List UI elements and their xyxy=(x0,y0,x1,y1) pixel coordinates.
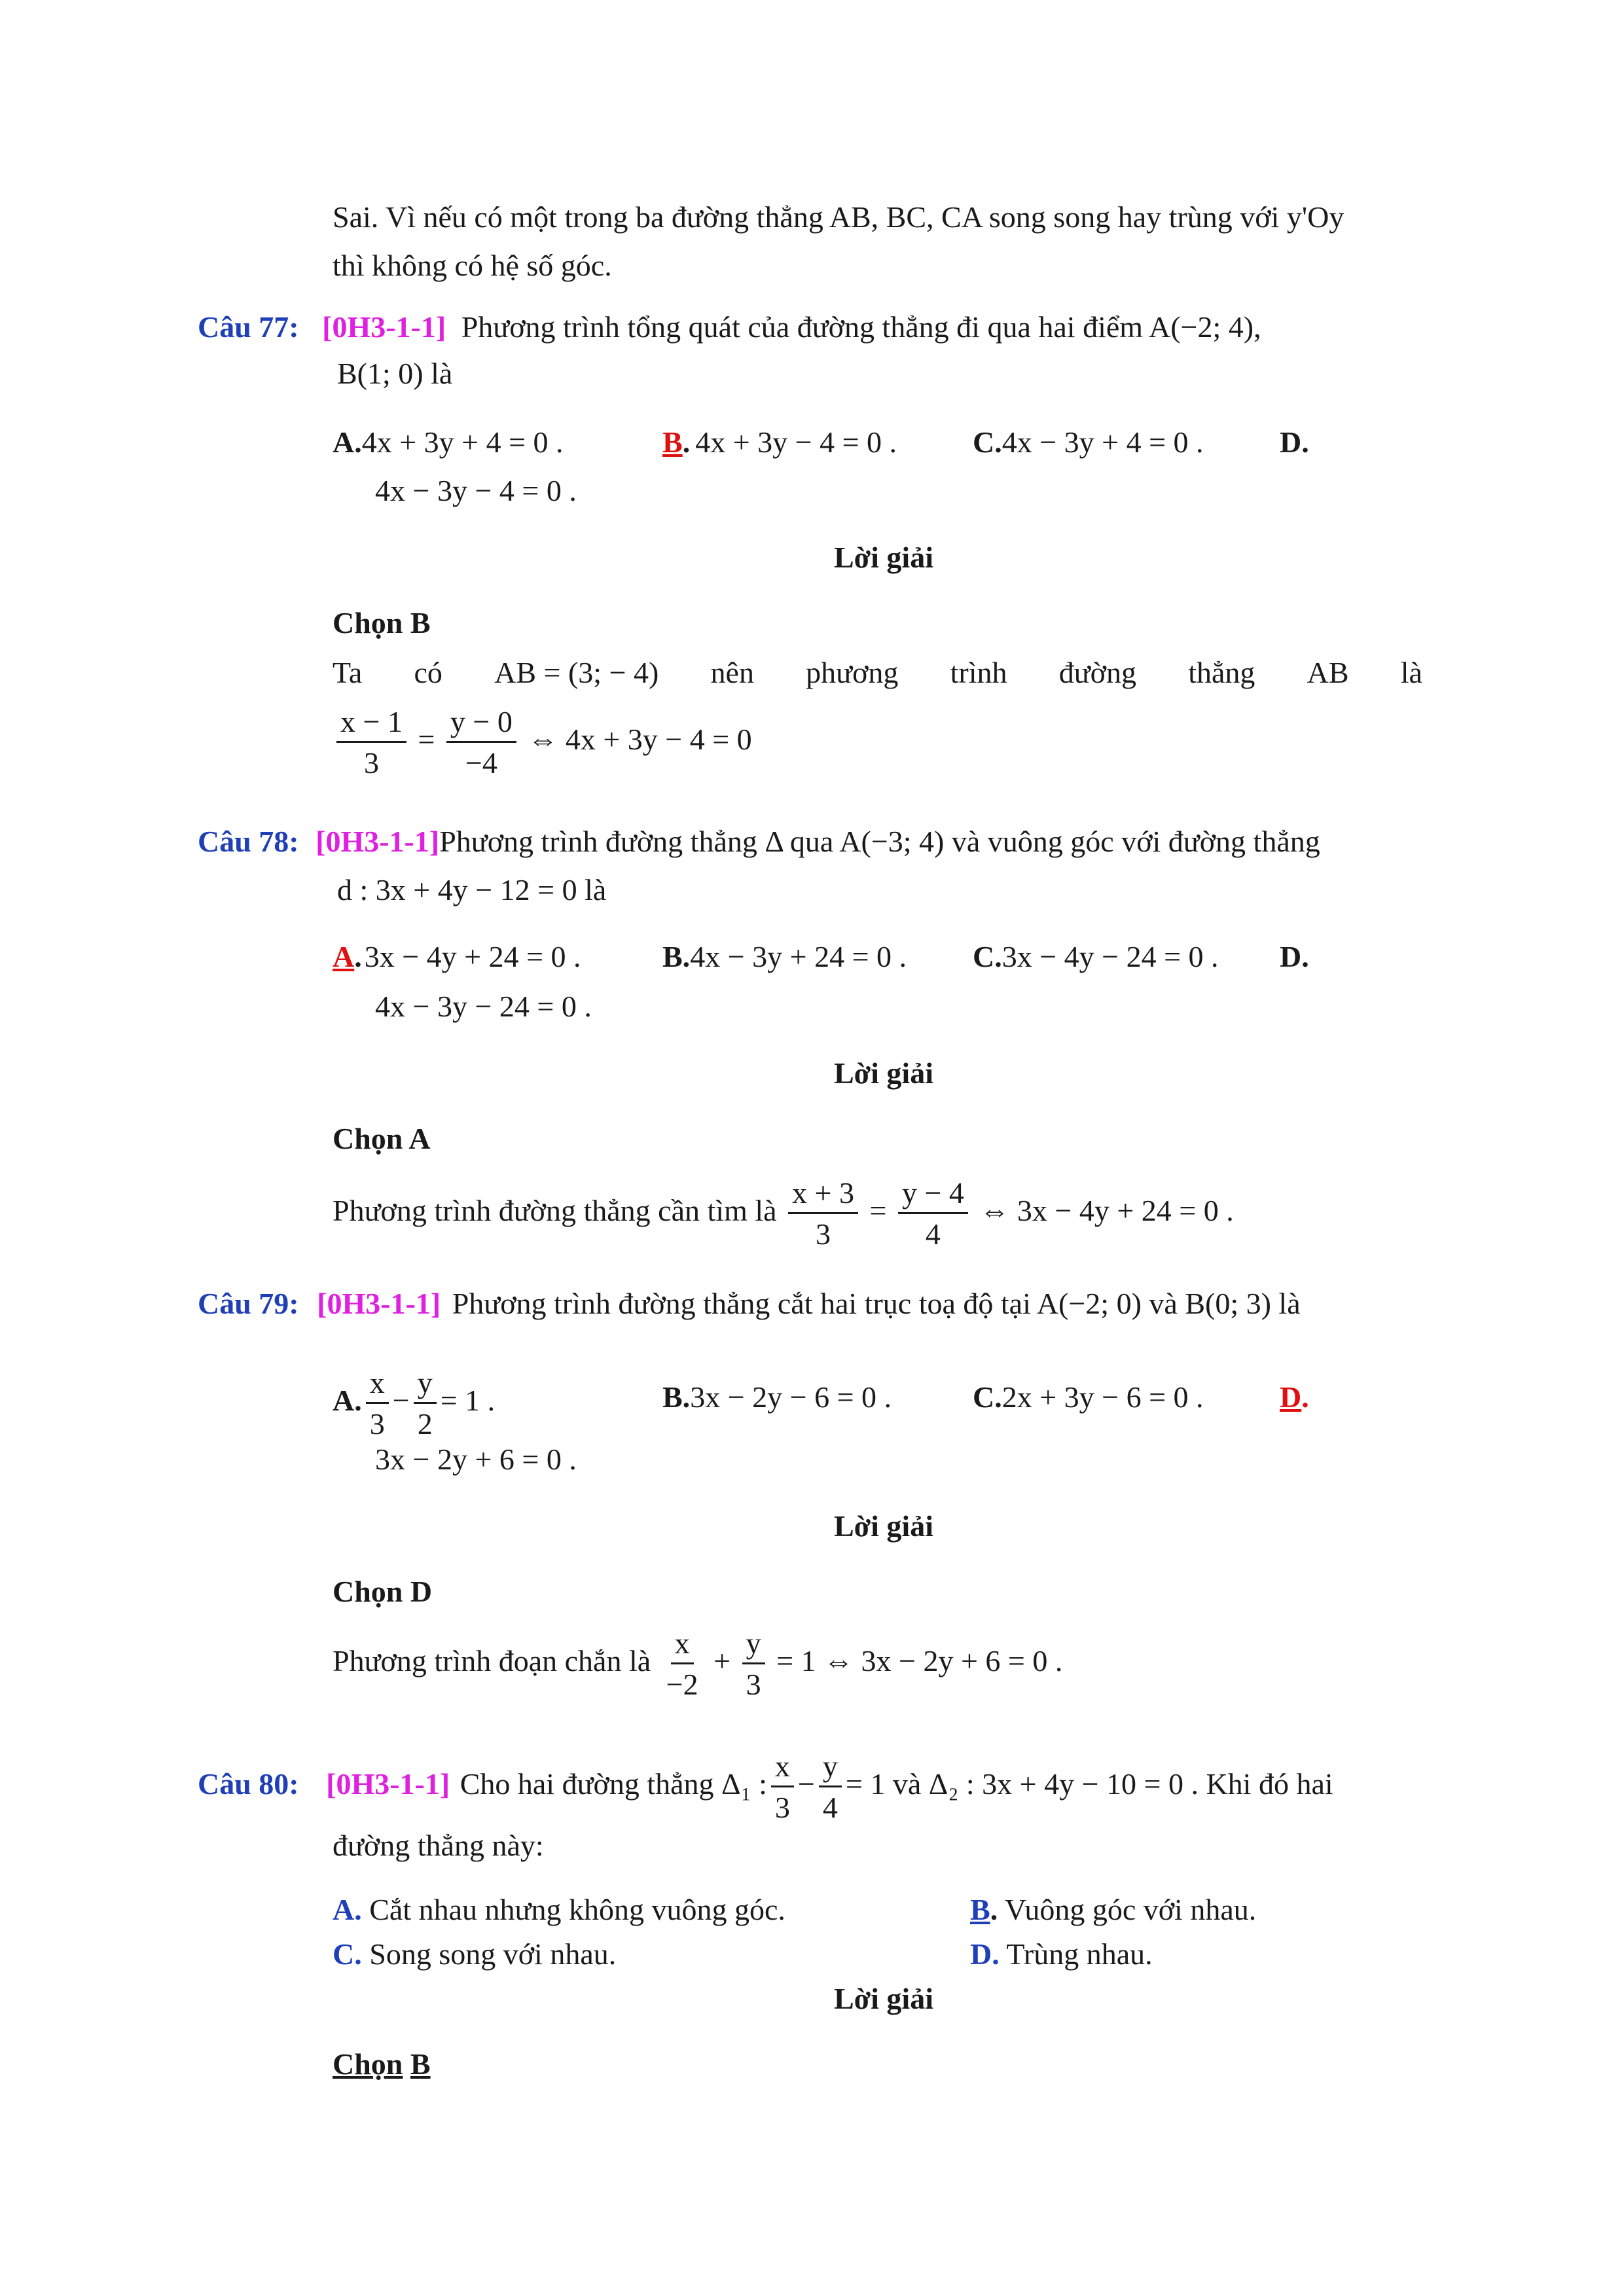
solution-choice: Chọn D xyxy=(333,1575,433,1608)
fraction: $\frac{y - 4}{4}$ xyxy=(898,1178,968,1249)
solution-equation: $\frac{x - 1}{3}$ = $\frac{y - 0}{-4}$ ⇔ 4x + 3y − 4 = 0 xyxy=(333,707,752,778)
solution-equation: Phương trình đường thẳng cần tìm là $\frac{x + 3}{3}$ = $\frac{y - 4}{4}$ ⇔ 3x − 4y + 24 = 0 . xyxy=(333,1176,1234,1251)
fraction: $\frac{x}{-2}$ xyxy=(666,1626,698,1701)
question-79-header xyxy=(198,1284,1301,1323)
solution-equation: Phương trình đoạn chắn là $\frac{x}{-2}$ + $\frac{y}{3}$ = 1 ⇔ 3x − 2y + 6 = 0 . xyxy=(333,1626,1063,1701)
option-c[interactable]: C.4x − 3y + 4 = 0 . xyxy=(973,425,1204,459)
solution-choice: Chọn B xyxy=(333,606,431,639)
fraction: $\frac{y}{4}$ xyxy=(819,1751,842,1823)
option-b[interactable]: B. 4x + 3y − 4 = 0 . xyxy=(662,425,897,459)
option-d-label[interactable]: D. xyxy=(1280,1380,1309,1414)
question-number: Câu 78: xyxy=(198,825,299,858)
question-tag: [0H3-1-1] xyxy=(317,1287,441,1320)
fraction: $\frac{x}{3}$ xyxy=(771,1751,794,1823)
fraction: $\frac{x}{3}$ xyxy=(366,1368,389,1439)
question-tag: [0H3-1-1] xyxy=(326,1767,450,1801)
solution-title: Lời giải xyxy=(834,541,933,574)
solution-choice: Chọn B xyxy=(333,2047,431,2081)
question-text: Phương trình tổng quát của đường thẳng đi qua hai điểm A(−2; 4), xyxy=(461,310,1261,344)
question-79-options-row xyxy=(333,1366,1445,1441)
solution-line: Ta có AB = (3; − 4) nên phương trình đường thẳng AB là xyxy=(333,653,1422,692)
intro-line-2 xyxy=(333,246,612,285)
option-c[interactable]: C.3x − 4y − 24 = 0 . xyxy=(973,940,1219,973)
option-a[interactable]: A. $\frac{x}{3}$ − $\frac{y}{2}$ = 1 . xyxy=(333,1366,496,1441)
fraction: $\frac{y}{2}$ xyxy=(414,1368,437,1439)
question-78-header xyxy=(198,822,1320,861)
question-number: Câu 79: xyxy=(198,1287,299,1320)
intro-text-2: thì không có hệ số góc. xyxy=(333,249,612,282)
option-a[interactable]: A.3x − 4y + 24 = 0 . xyxy=(333,940,581,973)
fraction: $\frac{y}{3}$ xyxy=(742,1628,765,1700)
fraction: $\frac{x + 3}{3}$ xyxy=(788,1178,858,1249)
vector-ab: AB = (3; − 4) xyxy=(494,656,659,689)
option-d[interactable]: D. Trùng nhau. xyxy=(970,1937,1153,1971)
fraction: $\frac{y - 0}{-4}$ xyxy=(446,707,516,778)
option-c[interactable]: C. Song song với nhau. xyxy=(333,1937,617,1971)
question-number: Câu 80: xyxy=(198,1767,299,1801)
question-tag: [0H3-1-1] xyxy=(316,825,440,858)
question-78-line-2: d : 3x + 4y − 12 = 0 là xyxy=(337,873,607,906)
question-text: B(1; 0) là xyxy=(337,357,453,390)
option-d-label[interactable]: D. xyxy=(1280,425,1309,459)
fraction: $\frac{x - 1}{3}$ xyxy=(336,707,406,778)
option-a[interactable]: A.4x + 3y + 4 = 0 . xyxy=(333,425,564,459)
option-c[interactable]: C.2x + 3y − 6 = 0 . xyxy=(973,1380,1204,1414)
option-b[interactable]: B. Vuông góc với nhau. xyxy=(970,1893,1257,1926)
intro-text-1: Sai. Vì nếu có một trong ba đường thẳng AB, BC, CA song song hay trùng với y'Oy xyxy=(333,200,1344,234)
intro-line-1 xyxy=(333,198,1344,237)
question-80-line-2: đường thẳng này: xyxy=(333,1829,544,1862)
solution-title: Lời giải xyxy=(834,1056,933,1090)
option-d-value: 4x − 3y − 4 = 0 . xyxy=(375,474,577,507)
solution-title: Lời giải xyxy=(834,1509,933,1543)
question-80-header: Câu 80: [0H3-1-1] Cho hai đường thẳng Δ₁ : $\frac{x}{3}$ − $\frac{y}{4}$ = 1 và Δ₂ : 3x + 4y − 10 = 0 . Khi đó hai xyxy=(198,1749,1333,1824)
option-d-value: 4x − 3y − 24 = 0 . xyxy=(375,990,592,1023)
question-77-line-2 xyxy=(337,354,452,393)
option-d-value: 3x − 2y + 6 = 0 . xyxy=(375,1443,577,1476)
solution-title: Lời giải xyxy=(834,1982,933,2015)
question-text: Phương trình đường thẳng Δ qua A(−3; 4) và vuông góc với đường thẳng xyxy=(439,825,1320,858)
question-number: Câu 77: xyxy=(198,310,299,344)
option-b[interactable]: B.4x − 3y + 24 = 0 . xyxy=(662,940,907,973)
option-d-label[interactable]: D. xyxy=(1280,940,1309,973)
option-a[interactable]: A. Cắt nhau nhưng không vuông góc. xyxy=(333,1893,785,1926)
question-tag: [0H3-1-1] xyxy=(322,310,446,344)
question-text: Phương trình đường thẳng cắt hai trục toạ độ tại A(−2; 0) và B(0; 3) là xyxy=(452,1287,1301,1320)
option-b[interactable]: B.3x − 2y − 6 = 0 . xyxy=(662,1380,892,1414)
question-77-header xyxy=(198,308,1261,347)
solution-choice: Chọn A xyxy=(333,1122,431,1155)
